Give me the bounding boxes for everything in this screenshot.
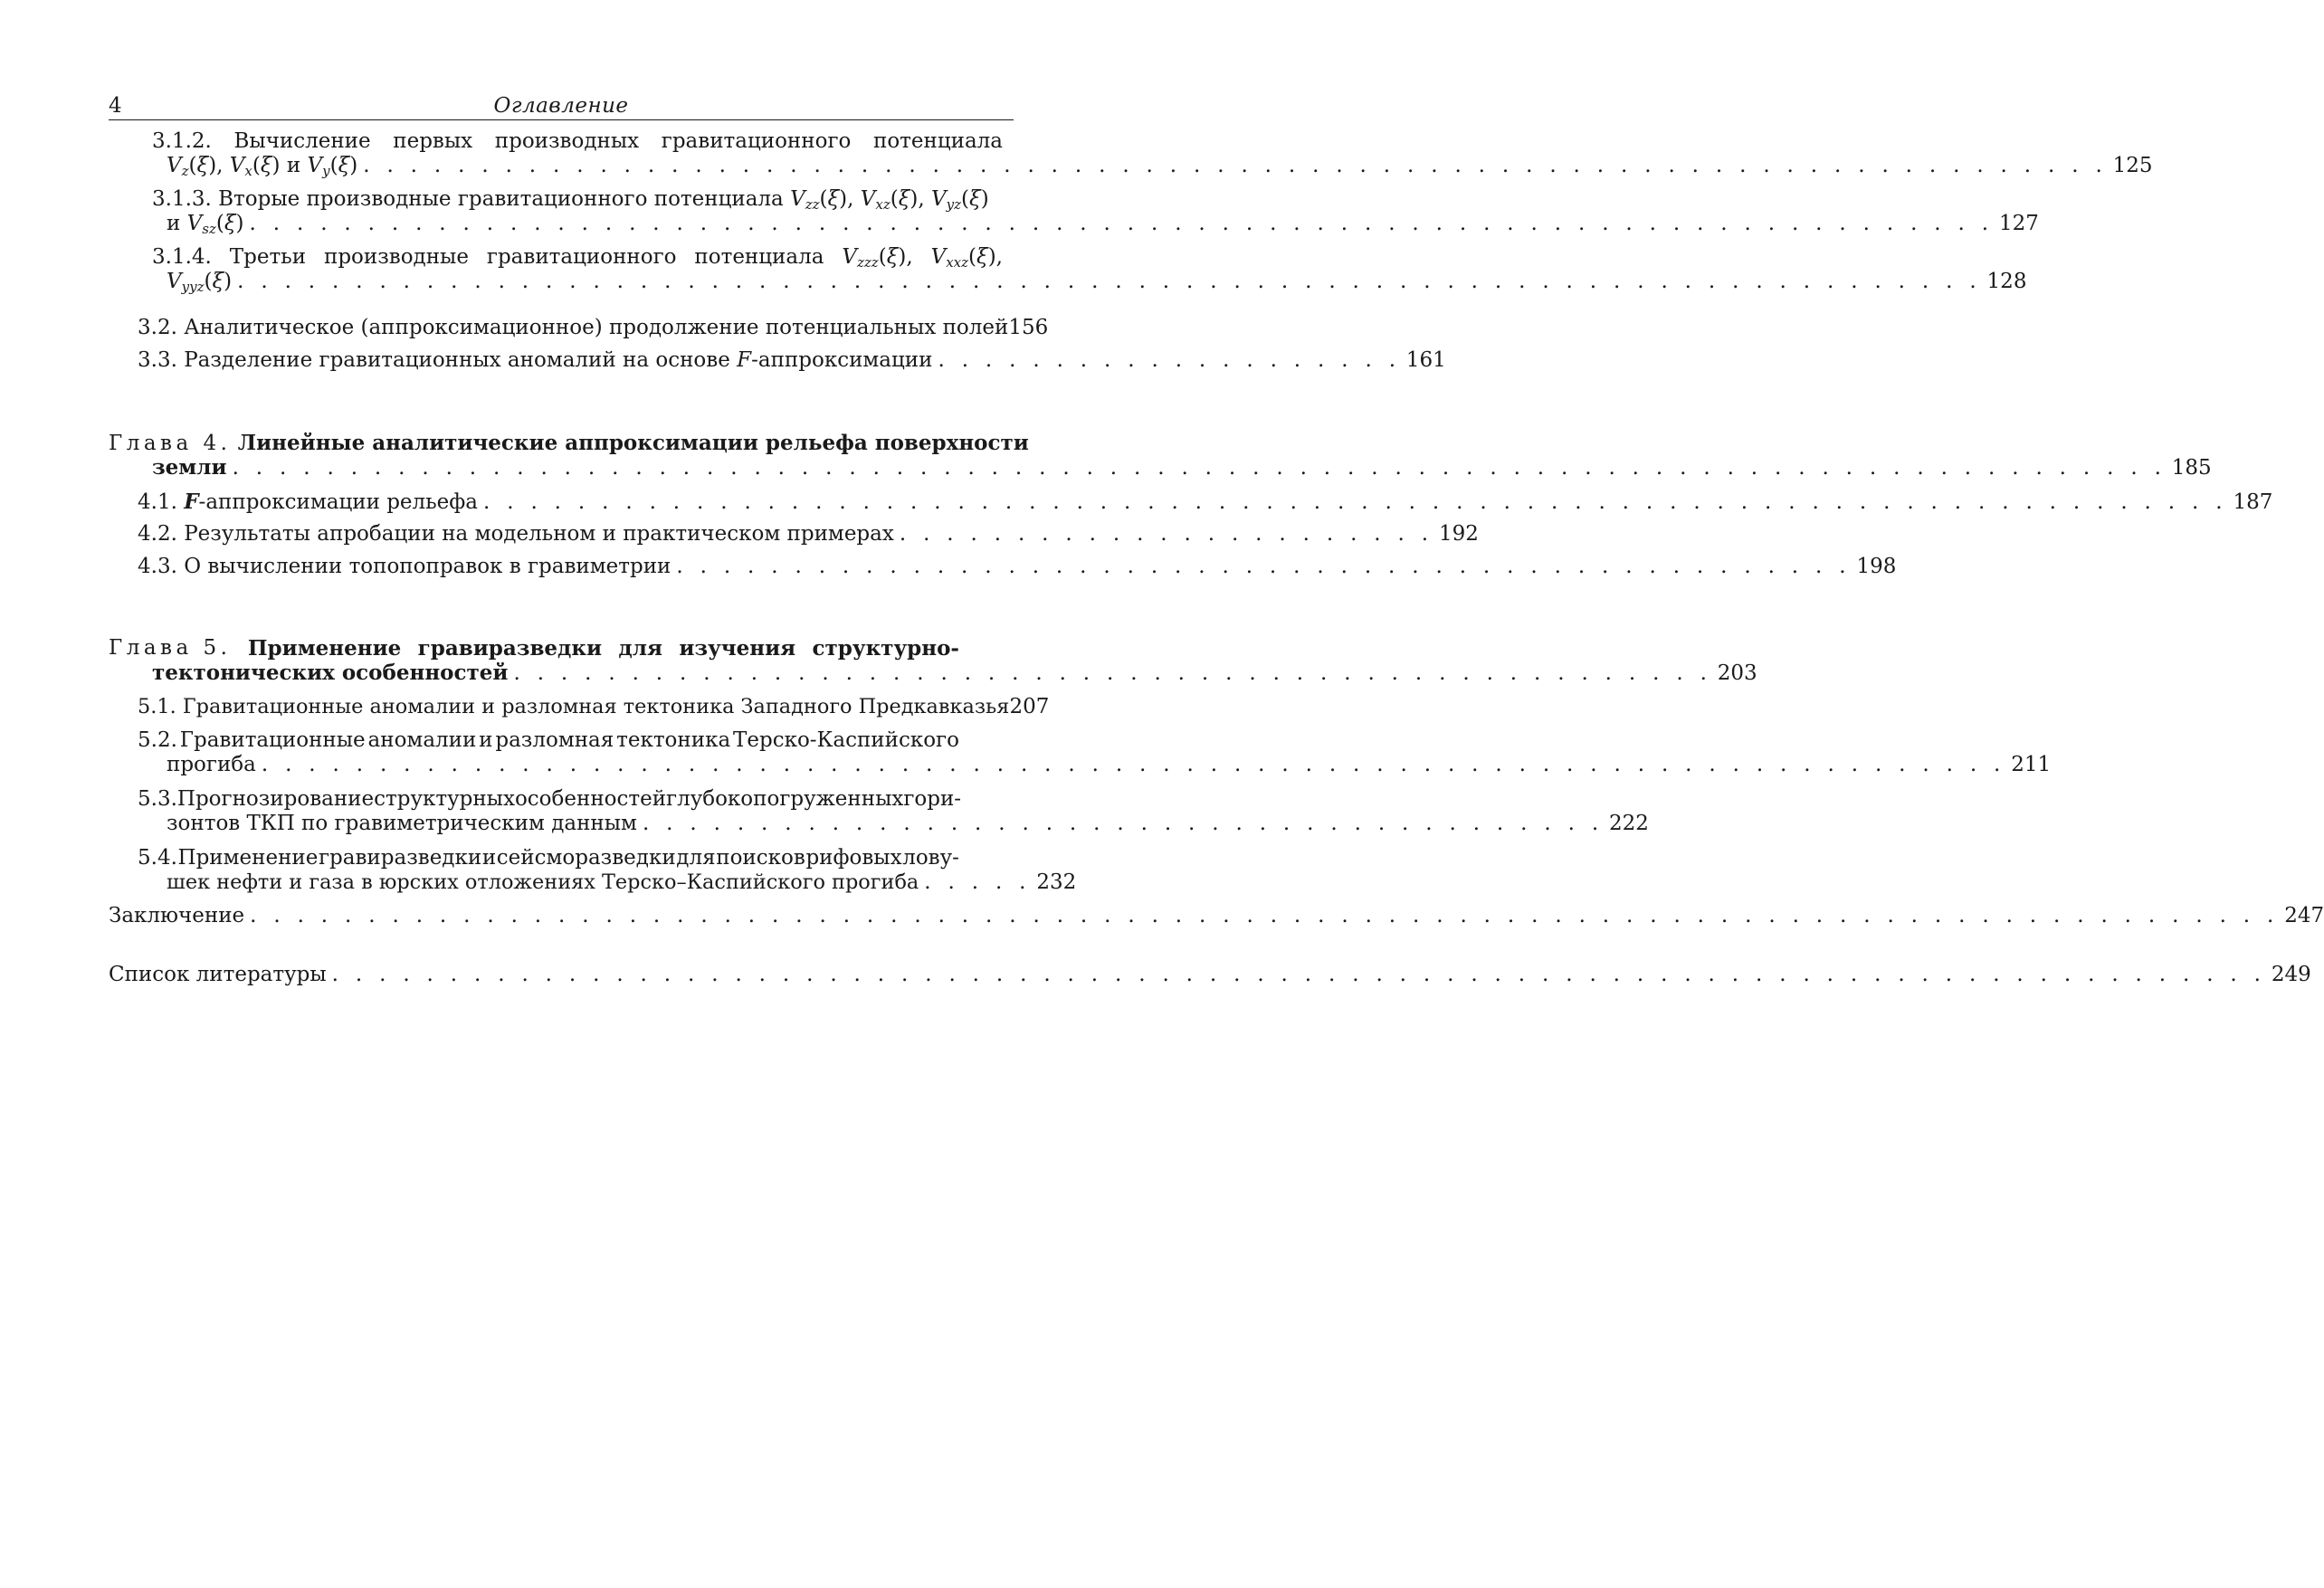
toc-entry-line: 4.1. F-аппроксимации рельефа . . . . . . . . . . . . . . . . . . . . . . . . . . . . . . . . . . . . . . . . . . . . . . . . . . . . . . . . . . . . . . . . . . . . . . . . . . 187 [138,490,2273,514]
toc-entry-5-3[interactable] [109,787,1649,836]
toc-entry-line: 5.2. Гравитационные аномалии и разломная тектоника Терско-Каспийского [138,728,959,752]
toc-chapter-4[interactable] [109,431,2212,480]
page-ref: 207 [1009,695,1050,718]
leader-dots: . . . . . [924,870,1032,894]
formula: $V_{xxz}(\xi)$, [930,245,1003,271]
page-ref: 185 [2171,456,2212,480]
toc-entry-line: Заключение . . . . . . . . . . . . . . . . . . . . . . . . . . . . . . . . . . . . . . . . . . . . . . . . . . . . . . . . . . . . . . . . . . . . . . . . . . . . . . . . . . . . . . 247 [109,904,2324,927]
toc-entry-references[interactable] [109,963,2311,987]
toc-entry-line: и $V_{sz}(\xi)$ . . . . . . . . . . . . . . . . . . . . . . . . . . . . . . . . . . . . . . . . . . . . . . . . . . . . . . . . . . . . . . . . . . . . . . . . . . 127 [167,212,2039,237]
leader-dots: . . . . . . . . . . . . . . . . . . . . . . . . . . . . . . . . . . . . . . . . . . . . . . . . . . . . . . . . . . . . . . . . . . . . . . . . . . [363,154,2108,177]
toc-entry-conclusion[interactable] [109,904,2324,928]
toc-entry-5-2[interactable] [109,728,2052,777]
toc-entry-line: 3.1.3. Вторые производные гравитационного потенциала $V_{zz}(\xi)$, $V_{xz}(\xi)$, $V_{yz}(\xi)$ [152,187,989,213]
page-ref: 125 [2112,154,2153,177]
leader-dots: . . . . . . . . . . . . . . . . . . . . [938,348,1401,372]
toc-entry-3-1-4[interactable] [109,245,2027,295]
toc-entry-line: зонтов ТКП по гравиметрическим данным . . . . . . . . . . . . . . . . . . . . . . . . . . . . . . . . . . . . . . . . . 222 [167,812,1649,835]
page-ref: 128 [1986,270,2027,293]
leader-dots: . . . . . . . . . . . . . . . . . . . . . . . . . . . . . . . . . . . . . . . . . . . . . . . . . . . . . . . . . . . . . . . . . . . . . . . . . . [249,212,1994,235]
toc-entry-4-2[interactable] [109,522,1479,547]
chapter-title: Линейные аналитические аппроксимации рельефа поверхности [237,431,1029,455]
formula: $V_{zz}(\xi)$, $V_{xz}(\xi)$, $V_{yz}(\xi)$ [790,187,989,213]
page-ref: 198 [1856,555,1897,578]
formula: $V_{sz}(\xi)$ [186,212,244,237]
toc-entry-line: прогиба . . . . . . . . . . . . . . . . . . . . . . . . . . . . . . . . . . . . . . . . . . . . . . . . . . . . . . . . . . . . . . . . . . . . . . . . . . 211 [167,753,2052,776]
toc-page [109,0,2324,1588]
leader-dots: . . . . . . . . . . . . . . . . . . . . . . . . . . . . . . . . . . . . . . . . . . . . . . . . . . [676,555,1852,578]
leader-dots: . . . . . . . . . . . . . . . . . . . . . . . [899,522,1433,546]
chapter-label: Глава 5. [109,636,232,660]
toc-entry-line: шек нефти и газа в юрских отложениях Терско–Каспийского прогиба . . . . . 232 [167,870,1077,894]
toc-entry-line: 5.3. Прогнозирование структурных особенностей глубокопогруженных гори- [138,787,962,811]
toc-chapter-5[interactable] [109,636,1757,685]
toc-entry-5-4[interactable] [109,846,1077,895]
page-ref: 211 [2011,753,2052,776]
toc-entry-3-1-2[interactable] [109,129,2153,179]
toc-entry-line: Глава 5. Применение гравиразведки для изучения структурно- [109,636,959,661]
toc-entry-4-1[interactable] [109,490,2273,514]
page-ref: 247 [2284,904,2324,927]
toc-entry-line [109,431,1029,455]
formula: $V_{yyz}(\xi)$ [167,270,233,295]
toc-entry-line: 4.2. Результаты апробации на модельном и практическом примерах . . . . . . . . . . . . . . . . . . . . . . . 192 [138,522,1479,546]
page-ref: 156 [1008,316,1049,339]
formula: $V_z(\xi)$, $V_x(\xi)$ и $V_y(\xi)$ [167,154,358,179]
leader-dots: . . . . . . . . . . . . . . . . . . . . . . . . . . . . . . . . . . . . . . . . . . . . . . . . . . . . . . . . . . . . . . . . . . . . . . . . . . . . . . . . . . [232,456,2167,480]
leader-dots: . . . . . . . . . . . . . . . . . . . . . . . . . . . . . . . . . . . . . . . . . . . . . . . . . . . . . . . . . . . . . . . . . . . . . . . . . . . . . . . . . . . . . . [250,904,2280,927]
leader-dots: . . . . . . . . . . . . . . . . . . . . . . . . . . . . . . . . . . . . . . . . . . . . . . . . . . . . . . . . . . . . . . . . . . . . . . . . . . [237,270,1982,293]
toc-entry-line: земли . . . . . . . . . . . . . . . . . . . . . . . . . . . . . . . . . . . . . . . . . . . . . . . . . . . . . . . . . . . . . . . . . . . . . . . . . . . . . . . . . . 185 [152,455,2212,480]
page-ref: 127 [1998,212,2039,235]
leader-dots: . . . . . . . . . . . . . . . . . . . . . . . . . . . . . . . . . . . . . . . . . [642,812,1604,835]
running-header [109,90,1014,120]
page-number: 4 [109,94,122,118]
page-ref: 222 [1609,812,1649,835]
leader-dots: . . . . . . . . . . . . . . . . . . . . . . . . . . . . . . . . . . . . . . . . . . . . . . . . . . . . . . . . . . . . . . . . . . . . . . . . . . [261,753,2006,776]
page-ref: 203 [1717,661,1757,685]
toc-entry-line [109,270,2027,295]
toc-entry-5-1[interactable] [109,695,1050,719]
toc-entry-line: 3.1.2. Вычисление первых производных гравитационного потенциала [152,129,1003,153]
page-ref: 187 [2233,490,2273,514]
page-ref: 232 [1036,870,1077,894]
page-ref: 192 [1438,522,1479,546]
page-ref: 249 [2271,963,2311,986]
toc-entry-line [109,154,2153,179]
toc-entry-line: 3.1.4. Третьи производные гравитационного потенциала $V_{zzz}(\xi)$, $V_{xxz}(\xi)$, [152,245,1003,271]
leader-dots: . . . . . . . . . . . . . . . . . . . . . . . . . . . . . . . . . . . . . . . . . . . . . . . . . . . . . . . . . . . . . . . . . . . . . . . . . . [483,490,2228,514]
toc-entry-4-3[interactable] [109,555,1897,579]
toc-entry-line: 4.3. О вычислении топопоправок в гравиметрии . . . . . . . . . . . . . . . . . . . . . . . . . . . . . . . . . . . . . . . . . . . . . . . . . . 198 [138,555,1897,578]
toc-entry-line: 3.2. Аналитическое (аппроксимационное) продолжение потенциальных полей 156 [138,316,1049,339]
toc-entry-line: 5.4. Применение гравиразведки и сейсморазведки для поисков рифовых лову- [138,846,959,870]
formula: $V_{zzz}(\xi)$, [842,245,913,271]
page-ref: 161 [1405,348,1446,372]
toc-entry-line: 3.3. Разделение гравитационных аномалий на основе F-аппроксимации . . . . . . . . . . . . . . . . . . . . 161 [138,348,1446,372]
toc-entry-3-2[interactable] [109,316,1049,340]
toc-entry-line: Список литературы . . . . . . . . . . . . . . . . . . . . . . . . . . . . . . . . . . . . . . . . . . . . . . . . . . . . . . . . . . . . . . . . . . . . . . . . . . . . . . . . . . 249 [109,963,2311,986]
toc-entry-line: 5.1. Гравитационные аномалии и разломная тектоника Западного Предкавказья 207 [138,695,1050,718]
toc-entry-line: тектонических особенностей . . . . . . . . . . . . . . . . . . . . . . . . . . . . . . . . . . . . . . . . . . . . . . . . . . . 203 [152,661,1757,685]
chapter-label: Глава 4. [109,432,232,455]
toc-entry-3-1-3[interactable] [109,187,2039,237]
leader-dots: . . . . . . . . . . . . . . . . . . . . . . . . . . . . . . . . . . . . . . . . . . . . . . . . . . . [513,661,1712,685]
leader-dots: . . . . . . . . . . . . . . . . . . . . . . . . . . . . . . . . . . . . . . . . . . . . . . . . . . . . . . . . . . . . . . . . . . . . . . . . . . . . . . . . . . [331,963,2266,986]
running-title: Оглавление [493,94,629,118]
toc-entry-3-3[interactable] [109,348,1446,373]
